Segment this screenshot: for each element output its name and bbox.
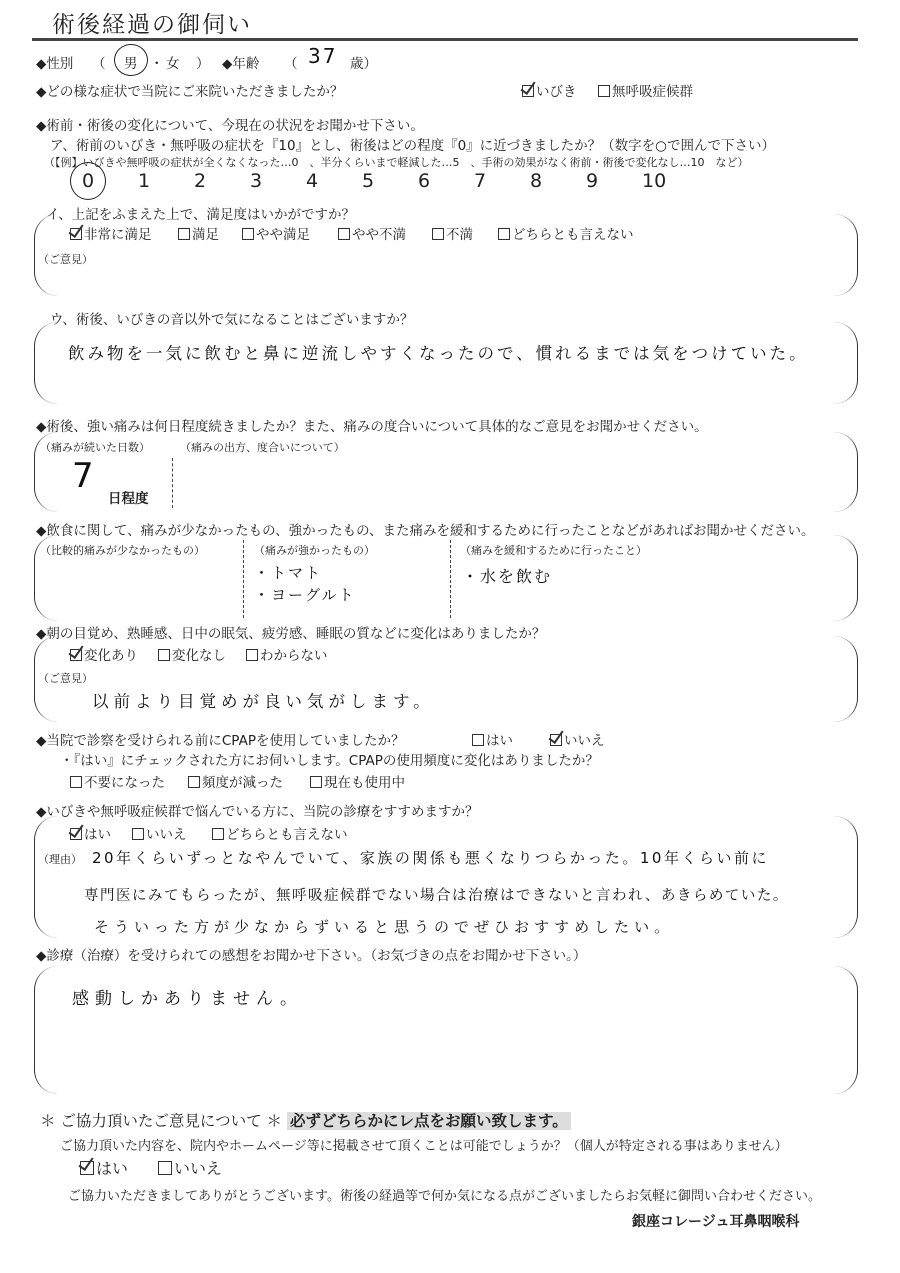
checkbox-icon[interactable]	[70, 776, 82, 788]
scale-selected-circle	[70, 162, 106, 200]
symptom-option-snoring[interactable]	[522, 80, 577, 100]
checkbox-icon[interactable]	[158, 1161, 172, 1175]
checkbox-icon[interactable]	[338, 228, 350, 240]
checkbox-icon[interactable]	[310, 776, 322, 788]
checkbox-icon[interactable]	[70, 828, 82, 840]
scale-10[interactable]: 10	[642, 170, 667, 192]
option-label: 無呼吸症候群	[612, 84, 693, 100]
gender-dot: ・	[150, 56, 164, 72]
recommend-reason-line-2[interactable]: 専門医にみてもらったが、無呼吸症候群でない場合は治療はできないと言われ、あきらめていた。	[84, 888, 789, 904]
cpap-question: ◆当院で診察を受けられる前にCPAPを使用していましたか？	[36, 733, 405, 749]
option-label: はい	[96, 1159, 129, 1178]
impression-question: ◆診療（治療）を受けられての感想をお聞かせ下さい。（お気づきの点をお聞かせ下さい。）	[36, 948, 587, 964]
satisfaction-option-unhappy[interactable]	[432, 223, 473, 243]
option-label: いびき	[536, 84, 577, 100]
sleep-option-unknown[interactable]	[246, 644, 328, 664]
title-divider	[32, 38, 858, 41]
satisfaction-option-very[interactable]	[70, 223, 152, 243]
concern-question: ウ、術後、いびきの音以外で気になることはございますか？	[50, 312, 414, 328]
option-label: 変化あり	[84, 648, 138, 664]
sleep-opinion-label: （ご意見）	[38, 672, 93, 685]
pain-question: ◆術後、強い痛みは何日程度続きましたか？また、痛みの度合いについて具体的なご意見をお聞かせください。	[36, 419, 708, 435]
scale-7[interactable]: 7	[474, 170, 487, 192]
pain-days-value[interactable]: 7	[72, 456, 94, 496]
checkbox-icon[interactable]	[70, 228, 82, 240]
scale-5[interactable]: 5	[362, 170, 375, 192]
pain-detail-label: （痛みの出方、度合いについて）	[180, 441, 345, 454]
cpap-option-yes[interactable]	[472, 729, 513, 749]
clinic-name: 銀座コレージュ耳鼻咽喉科	[632, 1214, 800, 1230]
pain-days-label: （痛みが続いた日数）	[40, 441, 150, 454]
sleep-option-unchanged[interactable]	[158, 644, 226, 664]
gender-close: ）	[196, 56, 210, 72]
recommend-reason-line-1[interactable]: 20年くらいずっとなやんでいて、家族の関係も悪くなりつらかった。10年くらい前に	[92, 849, 769, 867]
footer-notice-left: ＊ ご協力頂いたご意見について ＊	[40, 1112, 283, 1130]
footer-notice	[40, 1109, 571, 1131]
satisfaction-option-somewhat[interactable]	[242, 223, 310, 243]
food-strong-item-1[interactable]: ・トマト	[254, 564, 323, 582]
scale-4[interactable]: 4	[306, 170, 319, 192]
checkbox-icon[interactable]	[242, 228, 254, 240]
option-label: 現在も使用中	[324, 775, 405, 791]
checkbox-icon[interactable]	[550, 734, 562, 746]
cpap-option-no[interactable]	[550, 729, 605, 749]
option-label: いいえ	[146, 827, 187, 843]
checkbox-icon[interactable]	[246, 649, 258, 661]
concern-answer[interactable]: 飲み物を一気に飲むと鼻に逆流しやすくなったので、慣れるまでは気をつけていた。	[68, 344, 809, 363]
cpap-sub-question: ・『はい』にチェックされた方にお伺いします。CPAPの使用頻度に変化はありましたか？	[60, 753, 599, 769]
option-label: いいえ	[564, 733, 605, 749]
satisfaction-option-slightly-unhappy[interactable]	[338, 223, 406, 243]
option-label: 頻度が減った	[202, 775, 283, 791]
satisfaction-question: イ、上記をふまえた上で、満足度はいかがですか？	[46, 207, 356, 223]
age-open: （	[284, 56, 298, 72]
footer-option-no[interactable]	[158, 1156, 222, 1179]
checkbox-icon[interactable]	[472, 734, 484, 746]
symptom-option-apnea[interactable]	[598, 80, 693, 100]
checkbox-icon[interactable]	[498, 228, 510, 240]
cpap-sub-option-reduced[interactable]	[188, 771, 283, 791]
food-less-label: （比較的痛みが少なかったもの）	[40, 544, 205, 557]
satisfaction-opinion-label: （ご意見）	[38, 253, 93, 266]
checkbox-icon[interactable]	[158, 649, 170, 661]
satisfaction-option-neutral[interactable]	[498, 223, 634, 243]
pain-frame	[34, 432, 858, 512]
footer-thanks: ご協力いただきましてありがとうございます。術後の経過等で何か気になる点がございましたらお気軽に御問い合わせください。	[68, 1189, 821, 1204]
scale-1[interactable]: 1	[138, 170, 151, 192]
option-label: やや満足	[256, 227, 310, 243]
food-strong-item-2[interactable]: ・ヨーグルト	[254, 586, 356, 604]
checkbox-icon[interactable]	[178, 228, 190, 240]
cpap-sub-option-unneeded[interactable]	[70, 771, 165, 791]
pain-days-unit: 日程度	[108, 491, 149, 507]
symptom-question: ◆どの様な症状で当院にご来院いただきましたか？	[36, 84, 344, 100]
recommend-option-neutral[interactable]	[212, 823, 348, 843]
satisfaction-option-satisfied[interactable]	[178, 223, 219, 243]
recommend-option-no[interactable]	[132, 823, 187, 843]
food-strong-label: （痛みが強かったもの）	[254, 544, 375, 557]
option-label: どちらとも言えない	[226, 827, 348, 843]
recommend-option-yes[interactable]	[70, 823, 111, 843]
option-label: どちらとも言えない	[512, 227, 634, 243]
food-question: ◆飲食に関して、痛みが少なかったもの、強かったもの、また痛みを緩和するために行ったことなどがあればお聞かせください。	[36, 523, 815, 539]
recommend-question: ◆いびきや無呼吸症候群で悩んでいる方に、当院の診療をすすめますか？	[36, 804, 479, 820]
checkbox-icon[interactable]	[598, 85, 610, 97]
recommend-reason-label: （理由）	[38, 853, 82, 866]
food-divider-1	[243, 540, 244, 618]
option-label: いいえ	[174, 1159, 223, 1178]
cpap-sub-option-still-using[interactable]	[310, 771, 405, 791]
change-heading: ◆術前・術後の変化について、今現在の状況をお聞かせ下さい。	[36, 118, 424, 134]
checkbox-icon[interactable]	[522, 85, 534, 97]
option-label: 不満	[446, 227, 473, 243]
gender-age-row	[36, 52, 73, 72]
option-label: はい	[84, 827, 111, 843]
footer-notice-bold: 必ずどちらかにレ点をお願い致します。	[287, 1112, 571, 1130]
option-label: 不要になった	[84, 775, 165, 791]
sleep-option-changed[interactable]	[70, 644, 138, 664]
checkbox-icon[interactable]	[80, 1161, 94, 1175]
gender-label: ◆性別	[36, 56, 74, 72]
sleep-answer[interactable]: 以前より目覚めが良い気がします。	[92, 692, 435, 711]
checkbox-icon[interactable]	[70, 649, 82, 661]
option-label: 変化なし	[172, 648, 226, 664]
checkbox-icon[interactable]	[432, 228, 444, 240]
scale-0[interactable]: 0	[82, 170, 95, 192]
scale-9[interactable]: 9	[586, 170, 599, 192]
checkbox-icon[interactable]	[132, 828, 144, 840]
food-relief-label: （痛みを緩和するために行ったこと）	[460, 544, 647, 557]
recommend-reason-line-3[interactable]: そういった方が少なからずいると思うのでぜひおすすめしたい。	[94, 918, 675, 936]
gender-open: （	[92, 56, 106, 72]
pain-divider	[172, 458, 173, 508]
page-title: 術後経過の御伺い	[52, 12, 252, 38]
age-unit: 歳）	[350, 56, 377, 72]
gender-female[interactable]: 女	[166, 56, 180, 72]
option-label: 満足	[192, 227, 219, 243]
change-example: （【例】いびきや無呼吸の症状が全くなくなった…0 、半分くらいまで軽減した…5 、手術の効果がなく術前・術後で変化なし…10 など）	[44, 156, 749, 169]
checkbox-icon[interactable]	[212, 828, 224, 840]
option-label: わからない	[260, 648, 328, 664]
scale-3[interactable]: 3	[250, 170, 263, 192]
checkbox-icon[interactable]	[188, 776, 200, 788]
footer-option-yes[interactable]	[80, 1156, 128, 1179]
impression-answer[interactable]: 感動しかありません。	[72, 989, 304, 1009]
gender-male[interactable]: 男	[124, 56, 138, 72]
age-value[interactable]: 37	[308, 44, 338, 68]
scale-2[interactable]: 2	[194, 170, 207, 192]
gender-selected-circle	[114, 44, 148, 76]
option-label: やや不満	[352, 227, 406, 243]
age-label: ◆年齢	[222, 56, 260, 72]
footer-permission: ご協力頂いた内容を、院内やホームページ等に掲載させて頂くことは可能でしょうか？（個人が特定される事はありません）	[60, 1139, 788, 1154]
scale-8[interactable]: 8	[530, 170, 543, 192]
sleep-question: ◆朝の目覚め、熟睡感、日中の眠気、疲労感、睡眠の質などに変化はありましたか？	[36, 626, 546, 642]
food-divider-2	[450, 540, 451, 618]
change-question-a: ア、術前のいびき・無呼吸の症状を『10』とし、術後はどの程度『0』に近づきましたか？（数字を○で囲んで下さい）	[50, 138, 775, 154]
option-label: はい	[486, 733, 513, 749]
food-relief-item-1[interactable]: ・水を飲む	[462, 567, 553, 586]
scale-6[interactable]: 6	[418, 170, 431, 192]
option-label: 非常に満足	[84, 227, 152, 243]
